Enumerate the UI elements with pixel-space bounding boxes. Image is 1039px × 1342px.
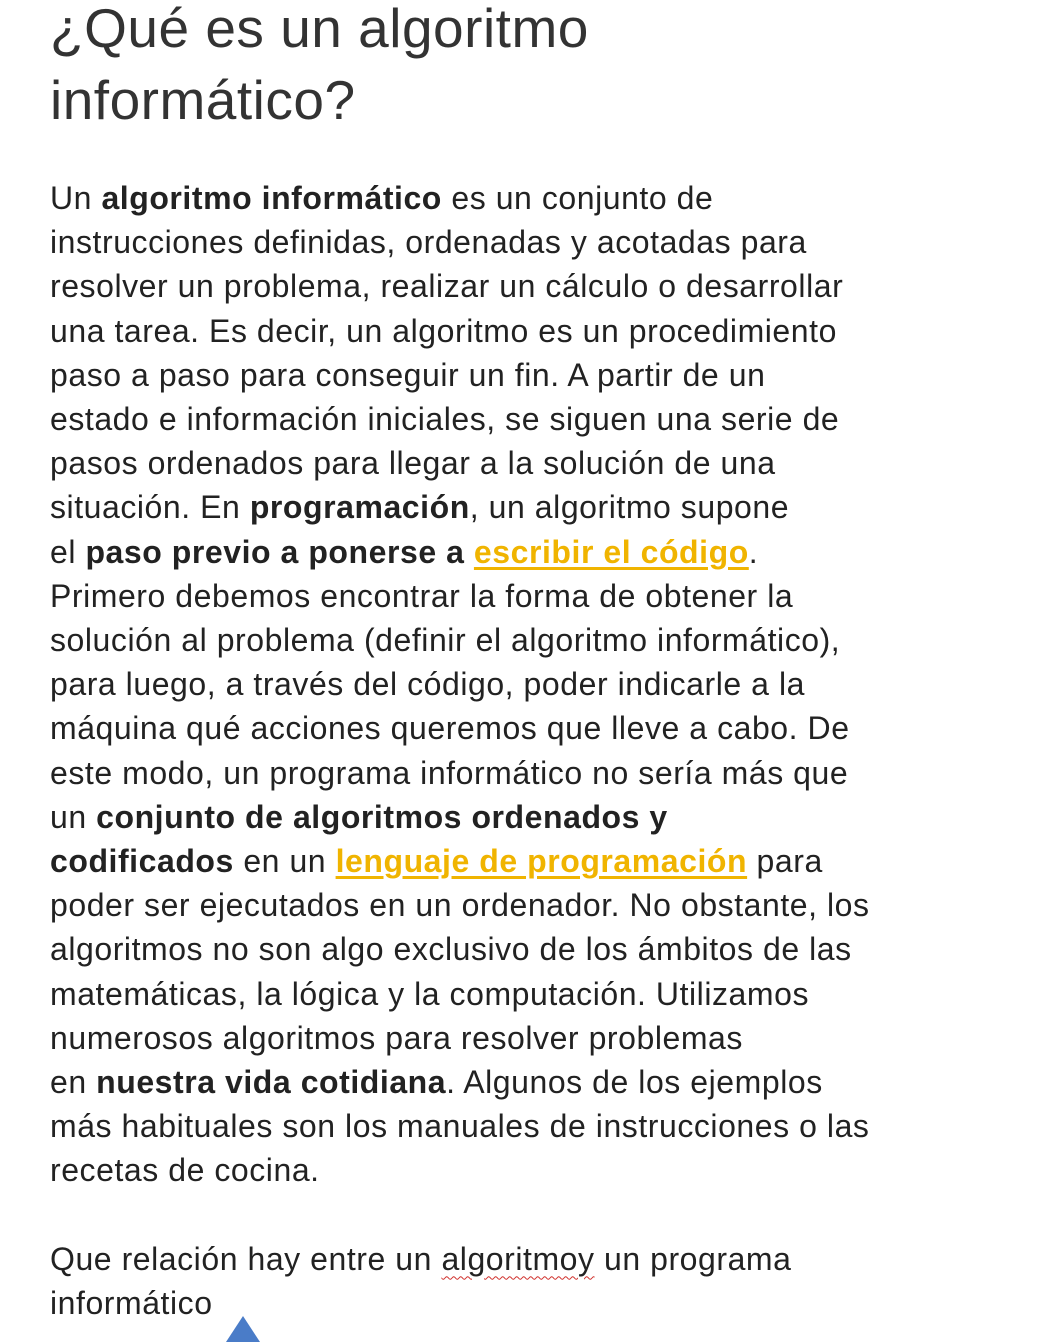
text-line: paso a paso para conseguir un fin. A partir de un — [50, 356, 766, 393]
text-line: más habituales son los manuales de instrucciones o las — [50, 1108, 870, 1145]
text-line: máquina qué acciones queremos que lleve a cabo. De — [50, 710, 850, 747]
text-line: un conjunto de algoritmos ordenados y — [50, 798, 668, 835]
text-line: Primero debemos encontrar la forma de obtener la — [50, 577, 794, 614]
bold-term: paso previo a ponerse a — [85, 533, 465, 570]
text-line: numerosos algoritmos para resolver problemas — [50, 1019, 743, 1056]
text-line: el paso previo a ponerse a escribir el código. — [50, 533, 759, 570]
document-page — [50, 0, 1010, 1325]
text-line: informático — [50, 1284, 213, 1321]
page-title: ¿Qué es un algoritmo informático? — [50, 0, 589, 131]
link-escribir-codigo[interactable]: escribir el código — [473, 533, 749, 570]
text-line: codificados en un lenguaje de programación para — [50, 843, 823, 880]
bold-term: nuestra vida cotidiana — [96, 1064, 447, 1101]
text-line: Que relación hay entre un algoritmoy un programa — [50, 1240, 792, 1277]
text-line: una tarea. Es decir, un algoritmo es un procedimiento — [50, 312, 837, 349]
selection-handle-icon[interactable] — [226, 1316, 260, 1342]
text-line: pasos ordenados para llegar a la solución de una — [50, 445, 776, 482]
text-line: situación. En programación, un algoritmo supone — [50, 489, 790, 526]
bold-term: programación — [249, 489, 470, 526]
text-line: solución al problema (definir el algoritmo informático), — [50, 622, 841, 659]
text-line: Un algoritmo informático es un conjunto de — [50, 180, 714, 216]
link-lenguaje-programacion[interactable]: lenguaje de programación — [335, 843, 748, 880]
bold-term: conjunto de algoritmos ordenados y — [96, 798, 668, 835]
text-line: en nuestra vida cotidiana. Algunos de los ejemplos — [50, 1064, 823, 1101]
text-line: algoritmos no son algo exclusivo de los ámbitos de las — [50, 931, 852, 968]
bold-term: codificados — [50, 843, 234, 880]
misspelled-word[interactable]: algoritmoy — [441, 1240, 595, 1277]
text-line: estado e información iniciales, se siguen una serie de — [50, 401, 840, 438]
text-line: recetas de cocina. — [50, 1152, 320, 1189]
text-line: para luego, a través del código, poder indicarle a la — [50, 666, 805, 703]
bold-term: algoritmo informático — [101, 180, 442, 216]
text-line: matemáticas, la lógica y la computación. Utilizamos — [50, 975, 810, 1012]
text-line: poder ser ejecutados en un ordenador. No obstante, los — [50, 887, 870, 924]
text-line: este modo, un programa informático no sería más que — [50, 754, 849, 791]
text-line: instrucciones definidas, ordenadas y acotadas para — [50, 224, 807, 261]
text-line: resolver un problema, realizar un cálculo o desarrollar — [50, 268, 844, 305]
article-paragraph — [50, 176, 1010, 1193]
question-text[interactable] — [50, 1237, 1010, 1325]
